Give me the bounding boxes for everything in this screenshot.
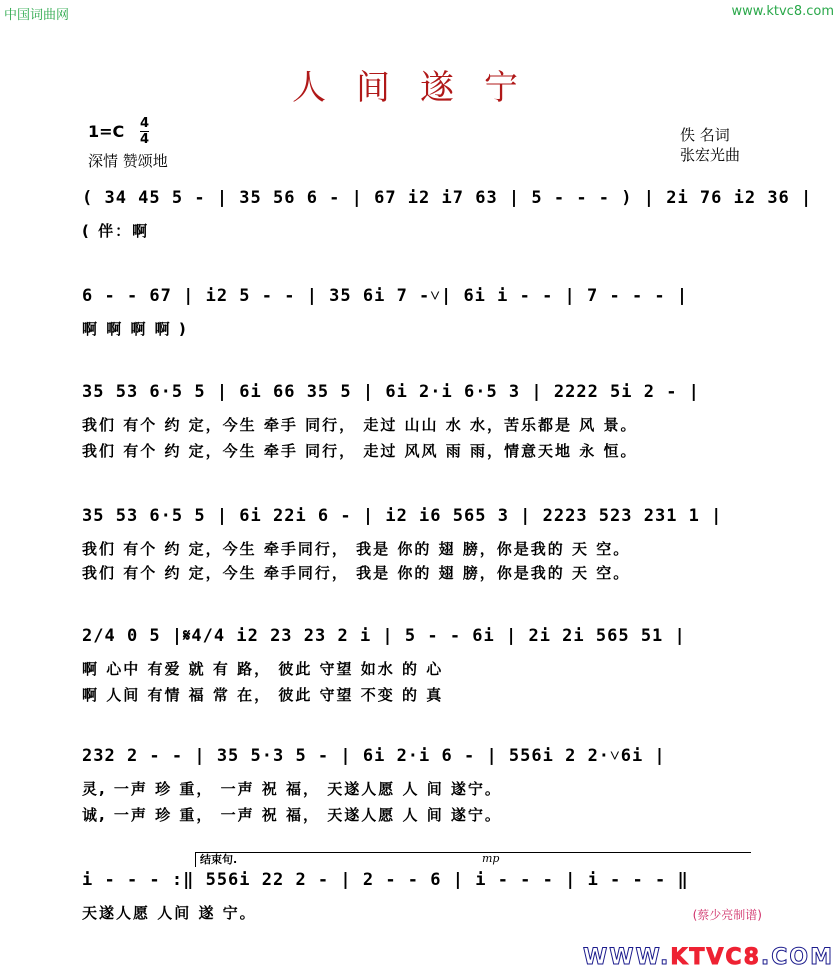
lyric-line-2a: 啊 啊 啊 啊 ) bbox=[82, 320, 188, 338]
notation-line-6: 232 2 - - | 35 5·3 5 - | 6i 2·i 6 - | 556i 2 2·˅6i | bbox=[82, 746, 666, 766]
logo-brand: KTVC8 bbox=[670, 945, 761, 970]
lyric-line-3a: 我们 有个 约 定，今生 牵手 同行， 走过 山山 水 水，苦乐都是 风 景。 bbox=[82, 416, 638, 434]
notation-line-7: i - - - :‖ 556i 22 2 - | 2 - - 6 | i - - - | i - - - ‖ bbox=[82, 870, 689, 890]
key-signature: 1=C bbox=[88, 122, 125, 141]
notation-line-4: 35 53 6·5 5 | 6i 22i 6 - | i2 i6 565 3 | 2223 523 231 1 | bbox=[82, 506, 723, 526]
ending-label: 结束句. bbox=[200, 853, 238, 866]
time-signature bbox=[140, 116, 149, 147]
lyric-line-5a: 啊 心中 有爱 就 有 路， 彼此 守望 如水 的 心 bbox=[82, 660, 444, 678]
logo-prefix: WWW. bbox=[582, 945, 671, 970]
lyric-line-6b: 诚, 一声 珍 重， 一声 祝 福， 天遂人愿 人 间 遂宁。 bbox=[82, 806, 502, 824]
site-name-left[interactable]: 中国词曲网 bbox=[4, 8, 70, 23]
lyric-line-5b: 啊 人间 有情 福 常 在， 彼此 守望 不变 的 真 bbox=[82, 686, 444, 704]
song-title: 人间遂宁 bbox=[292, 68, 548, 108]
notation-line-2: 6 - - 67 | i2 5 - - | 35 6i 7 -˅| 6i i - - | 7 - - - | bbox=[82, 286, 689, 306]
lyric-line-7a: 天遂人愿 人间 遂 宁。 bbox=[82, 904, 257, 922]
logo-suffix: .COM bbox=[760, 945, 834, 970]
time-signature-bottom: 4 bbox=[140, 132, 150, 147]
composer: 张宏光曲 bbox=[680, 146, 741, 164]
time-signature-top: 4 bbox=[140, 116, 150, 131]
expression-mark: 深情 赞颂地 bbox=[88, 152, 168, 170]
notation-line-5: 2/4 0 5 |𝄋4/4 i2 23 23 2 i | 5 - - 6i | 2i 2i 565 51 | bbox=[82, 626, 686, 646]
lyric-line-6a: 灵, 一声 珍 重， 一声 祝 福， 天遂人愿 人 间 遂宁。 bbox=[82, 780, 502, 798]
ending-bracket bbox=[195, 852, 751, 867]
lyricist: 佚 名词 bbox=[680, 126, 730, 144]
lyric-line-4b: 我们 有个 约 定，今生 牵手同行， 我是 你的 翅 膀，你是我的 天 空。 bbox=[82, 564, 631, 582]
lyric-line-4a: 我们 有个 约 定，今生 牵手同行， 我是 你的 翅 膀，你是我的 天 空。 bbox=[82, 540, 631, 558]
lyric-line-1a: ( 伴：啊 bbox=[82, 222, 150, 240]
notation-line-1: ( 34 45 5 - | 35 56 6 - | 67 i2 i7 63 | 5 - - - ) | 2i 76 i2 36 | bbox=[82, 188, 813, 208]
dynamic-mark: mp bbox=[482, 852, 500, 865]
site-url-right[interactable]: www.ktvc8.com bbox=[731, 4, 834, 19]
notation-line-3: 35 53 6·5 5 | 6i 66 35 5 | 6i 2·i 6·5 3 | 2222 5i 2 - | bbox=[82, 382, 700, 402]
transcriber-credit: (蔡少亮制谱) bbox=[692, 908, 762, 922]
lyric-line-3b: 我们 有个 约 定，今生 牵手 同行， 走过 风风 雨 雨，情意天地 永 恒。 bbox=[82, 442, 638, 460]
site-logo[interactable] bbox=[583, 945, 834, 970]
